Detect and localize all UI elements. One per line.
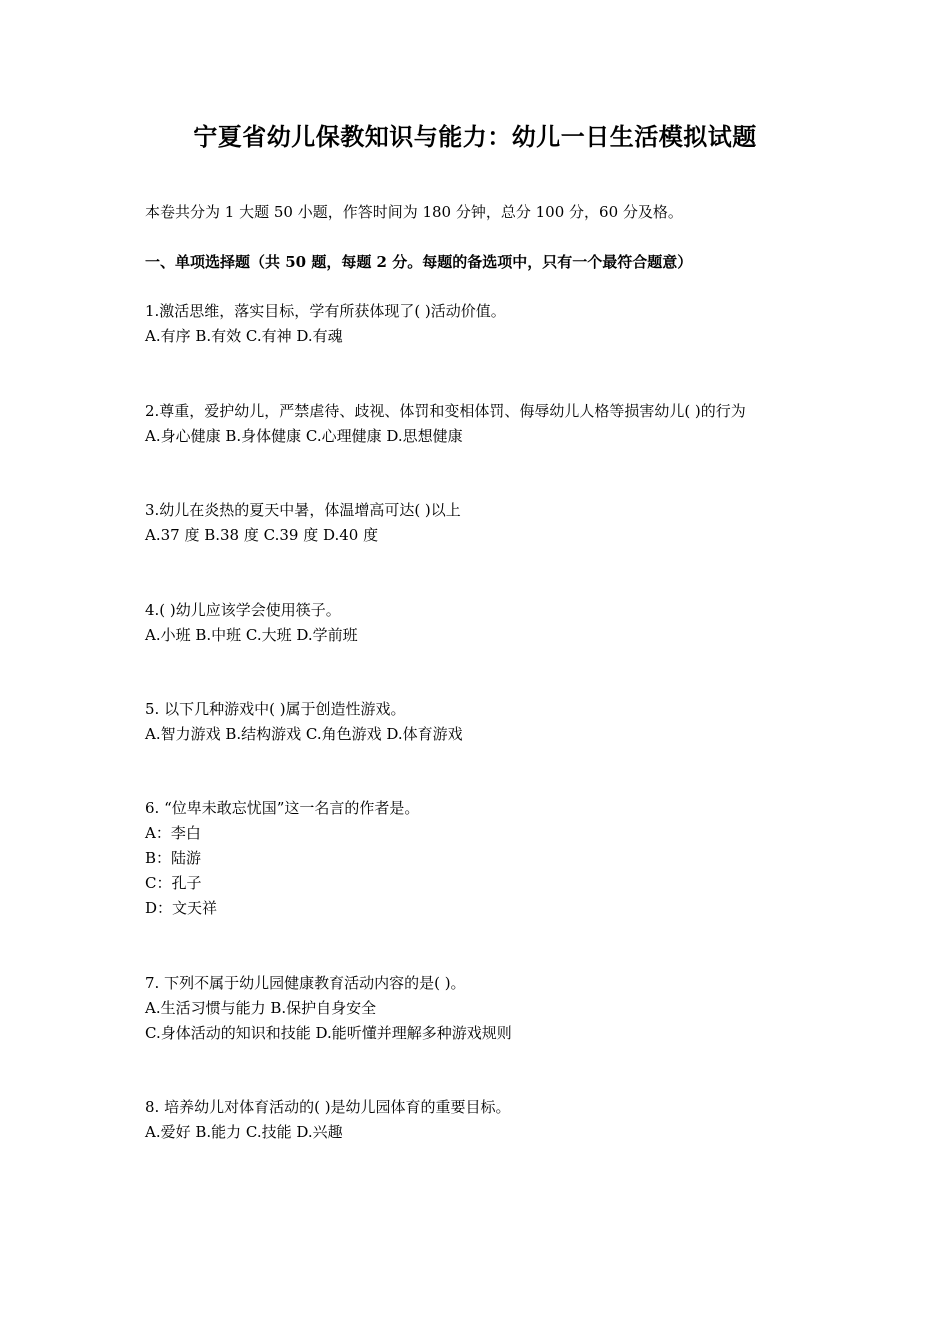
question-5	[145, 697, 463, 747]
question-stem: 7. 下列不属于幼儿园健康教育活动内容的是( )。	[145, 974, 466, 992]
question-option: C：孔子	[145, 874, 202, 892]
question-stem: 5. 以下几种游戏中( )属于创造性游戏。	[145, 700, 406, 718]
question-stem: 6. “位卑未敢忘忧国”这一名言的作者是。	[145, 799, 420, 817]
question-options: A.生活习惯与能力 B.保护自身安全	[145, 999, 377, 1017]
exam-intro: 本卷共分为 1 大题 50 小题，作答时间为 180 分钟，总分 100 分，60 分及格。	[145, 203, 683, 221]
question-stem: 3.幼儿在炎热的夏天中暑，体温增高可达( )以上	[145, 501, 461, 519]
question-option: B：陆游	[145, 849, 202, 867]
question-options: A.智力游戏 B.结构游戏 C.角色游戏 D.体育游戏	[145, 725, 463, 743]
question-stem: 2.尊重，爱护幼儿，严禁虐待、歧视、体罚和变相体罚、侮辱幼儿人格等损害幼儿( )的行为	[145, 402, 746, 420]
question-options: A.小班 B.中班 C.大班 D.学前班	[145, 626, 358, 644]
document-title: 宁夏省幼儿保教知识与能力：幼儿一日生活模拟试题	[193, 122, 757, 151]
question-stem: 1.激活思维，落实目标，学有所获体现了( )活动价值。	[145, 302, 506, 320]
question-options: A.有序 B.有效 C.有神 D.有魂	[145, 327, 343, 345]
question-option: D：文天祥	[145, 899, 218, 917]
question-3	[145, 498, 461, 548]
question-stem: 8. 培养幼儿对体育活动的( )是幼儿园体育的重要目标。	[145, 1098, 511, 1116]
question-stem: 4.( )幼儿应该学会使用筷子。	[145, 601, 341, 619]
question-options: C.身体活动的知识和技能 D.能听懂并理解多种游戏规则	[145, 1024, 512, 1042]
question-6	[145, 796, 419, 921]
question-option: A：李白	[145, 824, 201, 842]
question-options: A.身心健康 B.身体健康 C.心理健康 D.思想健康	[145, 427, 463, 445]
section-heading: 一、单项选择题（共 50 题，每题 2 分。每题的备选项中，只有一个最符合题意）	[145, 253, 693, 271]
question-options: A.爱好 B.能力 C.技能 D.兴趣	[145, 1123, 343, 1141]
question-4	[145, 598, 358, 648]
question-8	[145, 1095, 511, 1145]
question-7	[145, 971, 512, 1046]
question-1	[145, 299, 506, 349]
question-options: A.37 度 B.38 度 C.39 度 D.40 度	[145, 526, 379, 544]
question-2	[145, 399, 746, 449]
